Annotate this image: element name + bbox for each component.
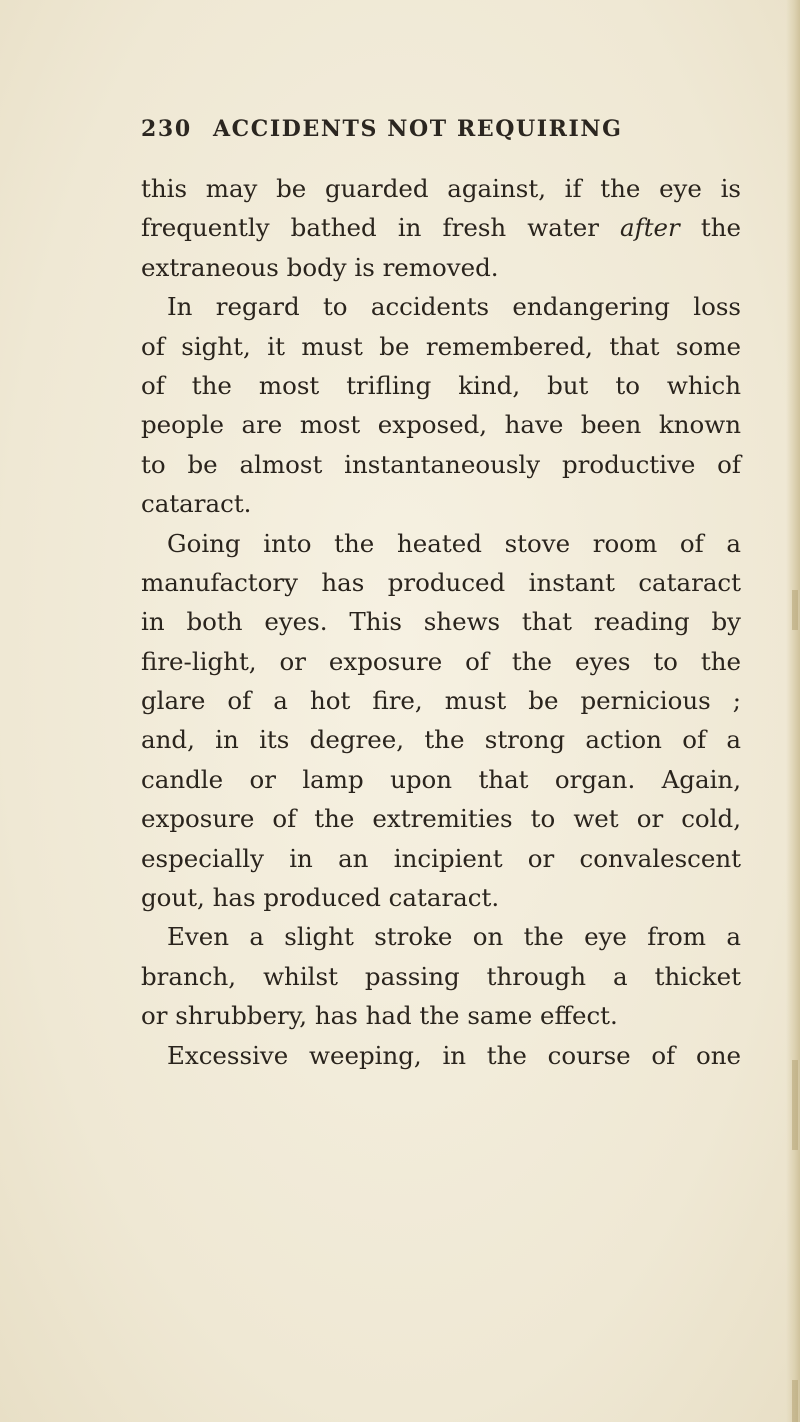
text-line xyxy=(141,208,741,247)
page-edge-mark xyxy=(792,590,798,630)
text-line: Excessive weeping, in the course of one xyxy=(167,1040,741,1070)
running-title: ACCIDENTS NOT REQUIRING xyxy=(213,116,623,142)
text-line: people are most exposed, have been known xyxy=(141,410,741,440)
text-line: candle or lamp upon that organ. Again, xyxy=(141,764,741,794)
text-line: especially in an incipient or convalescent xyxy=(141,843,741,873)
text-line: in both eyes. This shews that reading by xyxy=(141,607,741,637)
page-edge-mark xyxy=(792,1060,798,1150)
text-line: and, in its degree, the strong action of a xyxy=(141,725,741,755)
text-line: Going into the heated stove room of a xyxy=(167,528,741,558)
text-line: branch, whilst passing through a thicket xyxy=(141,961,741,991)
italic-word: after xyxy=(620,213,680,243)
text-line-end: the xyxy=(700,213,741,243)
text-line: extraneous body is removed. xyxy=(141,252,499,282)
text-line: of the most trifling kind, but to which xyxy=(141,370,741,400)
text-line-start: frequently bathed in fresh water xyxy=(141,213,599,243)
body-text xyxy=(141,169,741,1075)
text-line: Even a slight stroke on the eye from a xyxy=(167,922,741,952)
text-line: glare of a hot fire, must be pernicious ; xyxy=(141,686,741,716)
page-edge-mark xyxy=(792,1380,798,1422)
page-number: 230 xyxy=(141,116,192,142)
text-line: gout, has produced cataract. xyxy=(141,883,500,913)
text-line: or shrubbery, has had the same effect. xyxy=(141,1001,618,1031)
text-line: fire-light, or exposure of the eyes to the xyxy=(141,646,741,676)
text-line: this may be guarded against, if the eye is xyxy=(141,174,741,203)
text-line: to be almost instantaneously productive of xyxy=(141,449,741,479)
text-line: In regard to accidents endangering loss xyxy=(167,292,741,322)
text-line: cataract. xyxy=(141,489,252,519)
page-edge xyxy=(786,0,800,1422)
text-line: exposure of the extremities to wet or cold, xyxy=(141,804,741,834)
text-line: manufactory has produced instant cataract xyxy=(141,567,741,597)
running-header xyxy=(141,116,641,142)
text-line: of sight, it must be remembered, that some xyxy=(141,331,741,361)
